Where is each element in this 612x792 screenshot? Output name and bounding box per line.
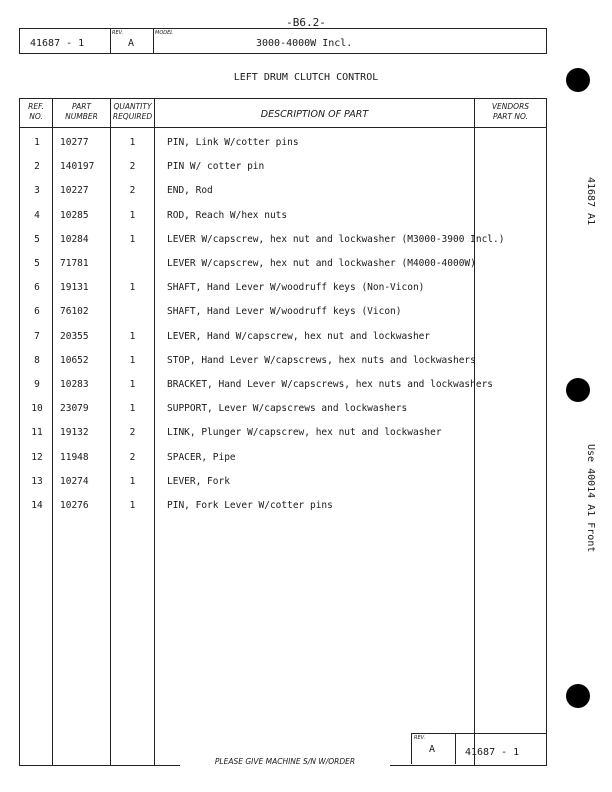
table-row xyxy=(20,306,546,330)
description-cell: PIN, Link W/cotter pins xyxy=(167,137,299,148)
col-head-part: PART NUMBER xyxy=(65,102,98,121)
part-number-cell: 10284 xyxy=(60,233,89,245)
description-cell: LEVER, Hand W/capscrew, hex nut and lockwasher xyxy=(167,330,431,342)
side-note-middle: Use 40014 A1 Front xyxy=(585,444,596,553)
table-row xyxy=(20,161,546,185)
ref-cell: 5 xyxy=(34,233,40,245)
part-number-cell: 10283 xyxy=(60,379,89,390)
quantity-cell: 1 xyxy=(129,475,136,487)
part-number-cell: 20355 xyxy=(60,330,89,342)
table-row xyxy=(20,476,546,500)
table-row xyxy=(20,137,546,161)
part-number-cell: 76102 xyxy=(60,306,89,318)
ref-cell: 6 xyxy=(34,282,40,294)
header-rev-caption: REV. xyxy=(112,30,124,36)
description-cell: LINK, Plunger W/capscrew, hex nut and lockwasher xyxy=(167,427,442,439)
table-row xyxy=(20,355,546,379)
table-row xyxy=(20,331,546,355)
quantity-cell: 1 xyxy=(129,282,136,294)
description-cell: LEVER W/capscrew, hex nut and lockwasher (M3000-3900 Incl.) xyxy=(167,233,505,245)
header-model-caption: MODEL xyxy=(155,30,174,36)
ref-cell: 5 xyxy=(34,258,40,269)
header-part-number: 41687 - 1 xyxy=(30,38,85,49)
table-row xyxy=(20,185,546,209)
punch-hole xyxy=(566,68,590,92)
table-row xyxy=(20,403,546,427)
ref-cell: 4 xyxy=(34,209,40,221)
quantity-cell: 2 xyxy=(129,185,136,197)
table-row xyxy=(20,500,546,524)
table-row xyxy=(20,282,546,306)
quantity-cell: 1 xyxy=(129,209,136,221)
header-rev: A xyxy=(128,38,135,49)
ref-cell: 6 xyxy=(34,306,40,318)
part-number-cell: 10277 xyxy=(60,137,89,148)
ref-cell: 10 xyxy=(31,403,43,415)
ref-cell: 13 xyxy=(31,475,43,487)
ref-cell: 1 xyxy=(34,137,40,148)
quantity-cell: 2 xyxy=(129,427,136,439)
part-number-cell: 23079 xyxy=(60,403,89,415)
part-number-cell: 71781 xyxy=(60,258,89,269)
quantity-cell: 1 xyxy=(129,137,136,148)
footer-part-number: 41687 - 1 xyxy=(465,747,520,758)
part-number-cell: 10276 xyxy=(60,500,89,511)
description-cell: LEVER, Fork xyxy=(167,475,230,487)
punch-hole xyxy=(566,684,590,708)
ref-cell: 7 xyxy=(34,330,40,342)
table-row xyxy=(20,210,546,234)
header-model: 3000-4000W Incl. xyxy=(256,38,353,49)
description-cell: SHAFT, Hand Lever W/woodruff keys (Vicon) xyxy=(167,306,402,318)
part-number-cell: 10274 xyxy=(60,475,89,487)
part-number-cell: 19131 xyxy=(60,282,89,294)
ref-cell: 14 xyxy=(31,500,43,511)
page-number: -B6.2- xyxy=(286,16,326,29)
parts-table xyxy=(19,98,547,766)
page-title: LEFT DRUM CLUTCH CONTROL xyxy=(233,72,379,83)
ref-cell: 12 xyxy=(31,451,43,463)
ref-cell: 2 xyxy=(34,161,40,173)
ref-cell: 3 xyxy=(34,185,40,197)
quantity-cell: 1 xyxy=(129,354,136,366)
col-head-desc: DESCRIPTION OF PART xyxy=(260,109,369,120)
footer-rev-box xyxy=(411,733,546,764)
description-cell: END, Rod xyxy=(167,185,213,197)
description-cell: ROD, Reach W/hex nuts xyxy=(167,209,288,221)
description-cell: LEVER W/capscrew, hex nut and lockwasher (M4000-4000W) xyxy=(167,258,476,269)
quantity-cell: 1 xyxy=(129,500,136,511)
footer-rev-caption: REV. xyxy=(414,735,426,741)
part-number-cell: 19132 xyxy=(60,427,89,439)
description-cell: BRACKET, Hand Lever W/capscrews, hex nuts and lockwashers xyxy=(167,379,494,390)
part-number-cell: 11948 xyxy=(60,451,89,463)
table-row xyxy=(20,258,546,282)
description-cell: PIN, Fork Lever W/cotter pins xyxy=(167,500,333,511)
quantity-cell: 1 xyxy=(129,233,136,245)
table-row xyxy=(20,427,546,451)
col-head-ref: REF. NO. xyxy=(28,102,44,121)
footer-note: PLEASE GIVE MACHINE S/N W/ORDER xyxy=(180,757,390,766)
quantity-cell: 1 xyxy=(129,403,136,415)
header-box xyxy=(19,28,547,54)
part-number-cell: 140197 xyxy=(60,161,95,173)
part-number-cell: 10227 xyxy=(60,185,89,197)
description-cell: SHAFT, Hand Lever W/woodruff keys (Non-Vicon) xyxy=(167,282,425,294)
description-cell: PIN W/ cotter pin xyxy=(167,161,265,173)
description-cell: SUPPORT, Lever W/capscrews and lockwashers xyxy=(167,403,408,415)
col-head-qty: QUANTITY REQUIRED xyxy=(112,102,153,121)
quantity-cell: 2 xyxy=(129,161,136,173)
ref-cell: 9 xyxy=(34,379,40,390)
table-row xyxy=(20,452,546,476)
quantity-cell: 1 xyxy=(129,379,136,390)
quantity-cell: 1 xyxy=(129,330,136,342)
footer-rev: A xyxy=(429,744,436,755)
ref-cell: 8 xyxy=(34,354,40,366)
side-note-top: 41687 A1 xyxy=(585,177,596,226)
ref-cell: 11 xyxy=(31,427,43,439)
quantity-cell: 2 xyxy=(129,451,136,463)
table-row xyxy=(20,379,546,403)
table-row xyxy=(20,234,546,258)
punch-hole xyxy=(566,378,590,402)
part-number-cell: 10285 xyxy=(60,209,89,221)
col-head-vendor: VENDORS PART NO. xyxy=(491,102,530,121)
description-cell: STOP, Hand Lever W/capscrews, hex nuts and lockwashers xyxy=(167,354,476,366)
part-number-cell: 10652 xyxy=(60,354,89,366)
description-cell: SPACER, Pipe xyxy=(167,451,236,463)
